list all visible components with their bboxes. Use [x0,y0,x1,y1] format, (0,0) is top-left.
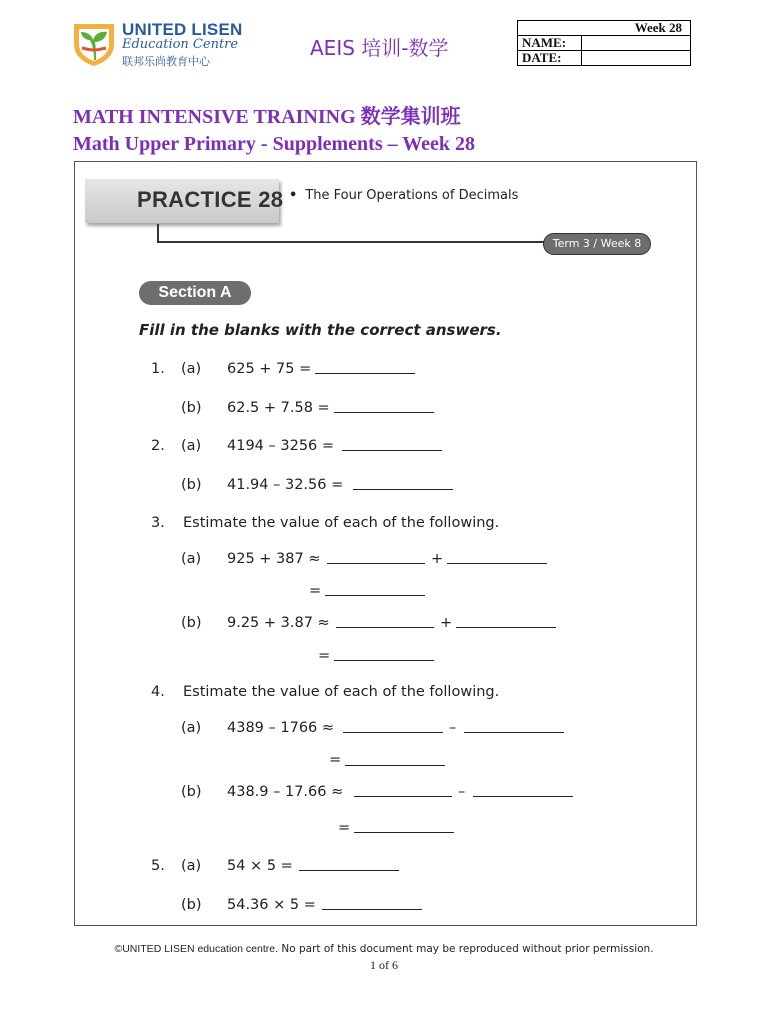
q2b-answer-blank[interactable] [353,489,453,490]
course-title: AEIS 培训-数学 [310,36,449,60]
q4b-estimate-blank-2[interactable] [473,796,573,797]
q1a-answer-blank[interactable] [315,373,415,374]
worksheet [74,161,697,926]
q1-number: 1. [151,361,165,377]
logo-subtitle: Education Centre [122,37,239,52]
q3a-equals: = [309,583,322,599]
q4a-estimate-blank-1[interactable] [343,732,443,733]
q3a-operator: + [431,551,444,567]
q3b-estimate-blank-2[interactable] [456,627,556,628]
q5b-label: (b) [181,897,202,913]
section-badge: Section A [139,281,251,305]
q4-question-text: Estimate the value of each of the following. [183,684,500,700]
q5b-expression: 54.36 × 5 = [227,897,316,913]
q4b-equals: = [338,820,351,836]
topic [289,188,518,203]
q3b-label: (b) [181,615,202,631]
q4b-operator: – [458,784,466,800]
q3b-result-blank[interactable] [334,660,434,661]
practice-label: PRACTICE 28 [137,187,284,212]
week-cell: Week 28 [518,21,691,36]
q3a-expression: 925 + 387 ≈ [227,551,321,567]
q3-number: 3. [151,515,165,531]
q5a-answer-blank[interactable] [299,870,399,871]
q1b-answer-blank[interactable] [334,412,434,413]
q4a-label: (a) [181,720,202,736]
instruction: Fill in the blanks with the correct answers. [139,321,502,339]
q2-number: 2. [151,438,165,454]
q4a-operator: – [449,720,457,736]
q3b-operator: + [440,615,453,631]
main-title: MATH INTENSIVE TRAINING 数学集训班 [73,106,461,128]
topic-text: The Four Operations of Decimals [305,188,519,203]
practice-tab [85,179,284,223]
logo-mark-icon [72,22,116,66]
q3a-estimate-blank-2[interactable] [447,563,547,564]
name-field[interactable] [582,36,691,51]
q3a-label: (a) [181,551,202,567]
q5a-expression: 54 × 5 = [227,858,293,874]
q4a-estimate-blank-2[interactable] [464,732,564,733]
q1b-expression: 62.5 + 7.58 = [227,400,330,416]
topic-bullet: • [289,188,298,203]
sub-title: Math Upper Primary - Supplements – Week 28 [73,133,476,155]
q4b-label: (b) [181,784,202,800]
q3b-equals: = [318,648,331,664]
q3b-estimate-blank-1[interactable] [336,627,434,628]
q2a-label: (a) [181,438,202,454]
q2b-expression: 41.94 – 32.56 = [227,477,344,493]
q5-number: 5. [151,858,165,874]
copyright-brand: ©UNITED LISEN education centre. [114,943,279,955]
logo-chinese-name: 联邦乐尚教育中心 [122,55,210,68]
divider-horizontal [157,241,549,243]
q4-number: 4. [151,684,165,700]
q2a-answer-blank[interactable] [342,450,442,451]
q4b-estimate-blank-1[interactable] [354,796,452,797]
q5a-label: (a) [181,858,202,874]
q3a-estimate-blank-1[interactable] [327,563,425,564]
q3-question-text: Estimate the value of each of the following. [183,515,500,531]
copyright-text: No part of this document may be reproduced without prior permission. [281,943,654,955]
q4b-expression: 438.9 – 17.66 ≈ [227,784,344,800]
logo-name: UNITED LISEN [122,20,243,39]
logo [72,20,242,68]
page-number: 1 of 6 [370,958,398,972]
divider-vertical [157,224,159,242]
q4a-equals: = [329,752,342,768]
q3b-expression: 9.25 + 3.87 ≈ [227,615,330,631]
q2a-expression: 4194 – 3256 = [227,438,335,454]
q1a-expression: 625 + 75 = [227,361,312,377]
q2b-label: (b) [181,477,202,493]
date-label: DATE: [518,51,582,66]
q1b-label: (b) [181,400,202,416]
q4a-result-blank[interactable] [345,765,445,766]
term-badge: Term 3 / Week 8 [543,233,651,255]
q3a-result-blank[interactable] [325,595,425,596]
q4b-result-blank[interactable] [354,832,454,833]
q5b-answer-blank[interactable] [322,909,422,910]
q1a-label: (a) [181,361,202,377]
copyright-line [0,943,768,955]
student-info-table [517,20,691,66]
q4a-expression: 4389 – 1766 ≈ [227,720,335,736]
date-field[interactable] [582,51,691,66]
name-label: NAME: [518,36,582,51]
